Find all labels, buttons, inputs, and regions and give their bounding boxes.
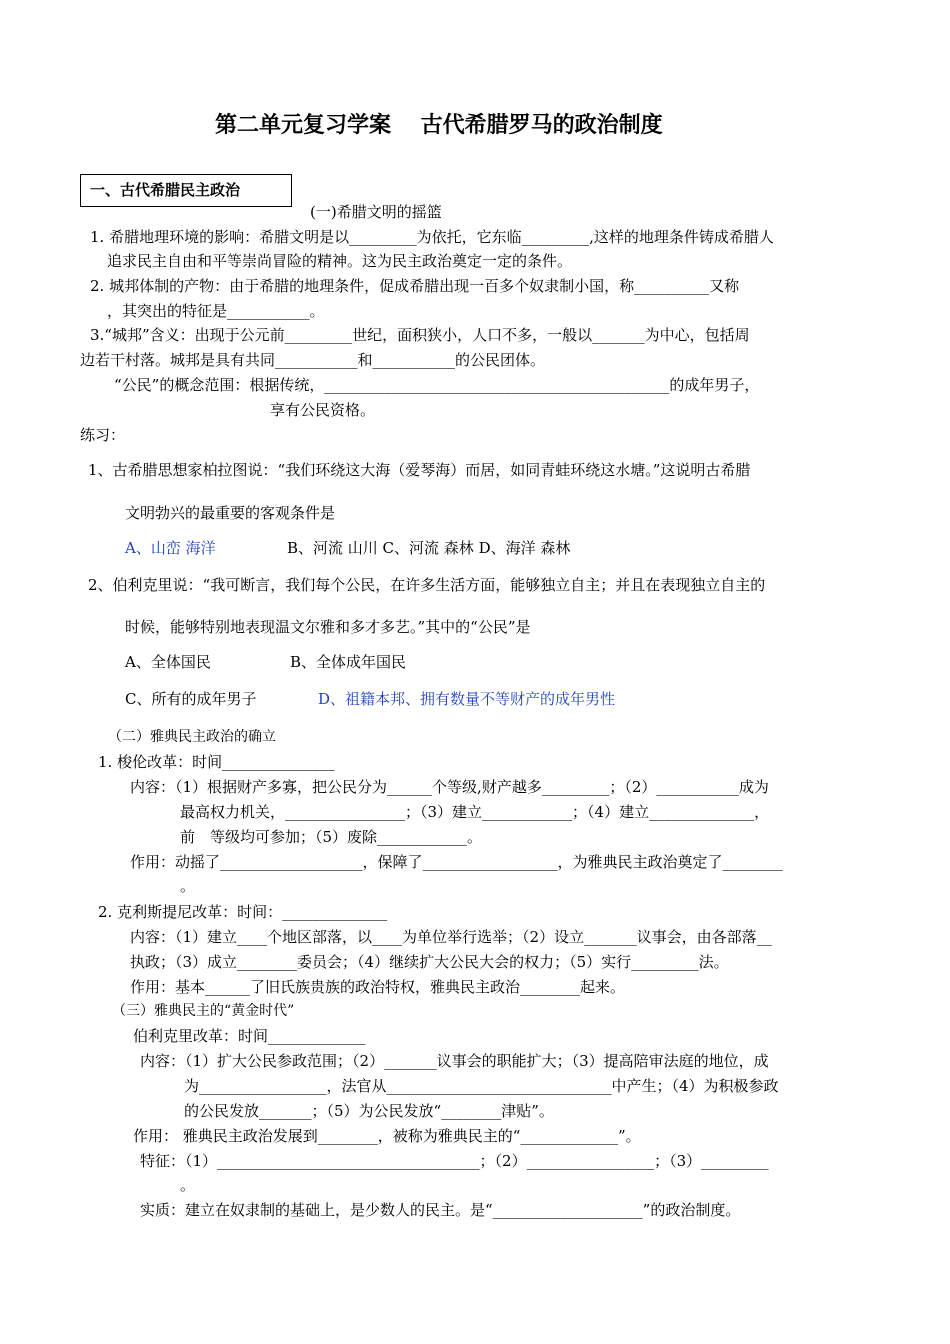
answer-option-b: B、全体成年国民 bbox=[290, 653, 407, 671]
answer-option-d: D、祖籍本邦、拥有数量不等财产的成年男性 bbox=[318, 690, 616, 708]
answer-options-bcd: B、河流 山川 C、河流 森林 D、海洋 森林 bbox=[287, 539, 571, 557]
question-2-cont: 时候，能够特别地表现温文尔雅和多才多艺。”其中的“公民”是 bbox=[125, 618, 531, 636]
answer-option-a: A、全体国民 bbox=[125, 653, 211, 671]
exercise-label: 练习： bbox=[80, 426, 126, 444]
text-line: 最高权力机关，________________；（3）建立____________；（4）建立______________， bbox=[180, 803, 770, 821]
text-line: “公民”的概念范围：根据传统，______________________________________________的成年男子， bbox=[114, 376, 760, 394]
text-line: 边若干村落。城邦是具有共同___________和___________的公民团体。 bbox=[80, 351, 546, 369]
text-line: 。 bbox=[180, 1176, 196, 1194]
text-line: 实质：建立在奴隶制的基础上，是少数人的民主。是“____________________”的政治制度。 bbox=[140, 1201, 741, 1219]
text-line: 前 等级均可参加；（5）废除____________。 bbox=[180, 828, 483, 846]
text-line: 享有公民资格。 bbox=[270, 401, 376, 419]
text-line: 内容：（1）根据财产多寡，把公民分为______个等级,财产越多_________；（2）___________成为 bbox=[130, 778, 769, 796]
answer-option-a: A、山峦 海洋 bbox=[125, 539, 216, 557]
text-line: 1. 希腊地理环境的影响：希腊文明是以_________为依托，它东临_________,这样的地理条件铸成希腊人 bbox=[90, 228, 774, 246]
subsection-heading: （二）雅典民主政治的确立 bbox=[108, 729, 276, 745]
section-heading: 一、古代希腊民主政治 bbox=[90, 181, 241, 199]
text-line: 内容：（1）建立____个地区部落，以____为单位举行选举；（2）设立_______议事会，由各部落__ bbox=[130, 928, 772, 946]
text-line: 执政；（3）成立________委员会；（4）继续扩大公民大会的权力；（5）实行_________法。 bbox=[130, 953, 729, 971]
text-line: 作用：动摇了___________________，保障了__________________，为雅典民主政治奠定了________ bbox=[130, 853, 783, 871]
subsection-title: (一)希腊文明的摇篮 bbox=[310, 203, 442, 221]
text-line: ，其突出的特征是___________。 bbox=[107, 302, 325, 320]
text-line: 1. 梭伦改革：时间_______________ bbox=[98, 753, 335, 771]
text-line: 作用：基本______了旧氏族贵族的政治特权，雅典民主政治________起来。 bbox=[130, 978, 626, 996]
text-line: 2. 克利斯提尼改革：时间：______________ bbox=[98, 903, 388, 921]
text-line: 伯利克里改革：时间_____________ bbox=[133, 1027, 366, 1045]
text-line: 特征：（1）___________________________________；（2）_________________；（3）_________ bbox=[140, 1152, 769, 1170]
subsection-heading: （三）雅典民主的“黄金时代” bbox=[112, 1003, 295, 1019]
text-line: 内容：（1）扩大公民参政范围；（2）_______议事会的职能扩大；（3）提高陪审法庭的地位，成 bbox=[140, 1052, 769, 1070]
text-line: 为_________________，法官从______________________________中产生；（4）为积极参政 bbox=[184, 1077, 779, 1095]
text-line: 3.“城邦”含义：出现于公元前_________世纪，面积狭小，人口不多，一般以_______为中心，包括周 bbox=[90, 326, 750, 344]
text-line: 作用： 雅典民主政治发展到________，被称为雅典民主的“_____________”。 bbox=[133, 1127, 641, 1145]
page-title: 第二单元复习学案 古代希腊罗马的政治制度 bbox=[215, 113, 663, 138]
question-1: 1、古希腊思想家柏拉图说：“我们环绕这大海（爱琴海）而居，如同青蛙环绕这水塘。”这说明古希腊 bbox=[88, 461, 751, 479]
text-line: 的公民发放_______；（5）为公民发放“________津贴”。 bbox=[184, 1102, 554, 1120]
text-line: 追求民主自由和平等崇尚冒险的精神。这为民主政治奠定一定的条件。 bbox=[107, 252, 573, 270]
question-2: 2、伯利克里说：“我可断言，我们每个公民，在许多生活方面，能够独立自主；并且在表现独立自主的 bbox=[88, 576, 766, 594]
text-line: 。 bbox=[180, 877, 196, 895]
answer-option-c: C、所有的成年男子 bbox=[125, 690, 257, 708]
question-1-cont: 文明勃兴的最重要的客观条件是 bbox=[125, 504, 336, 522]
text-line: 2. 城邦体制的产物：由于希腊的地理条件，促成希腊出现一百多个奴隶制小国，称__________又称 bbox=[90, 277, 740, 295]
